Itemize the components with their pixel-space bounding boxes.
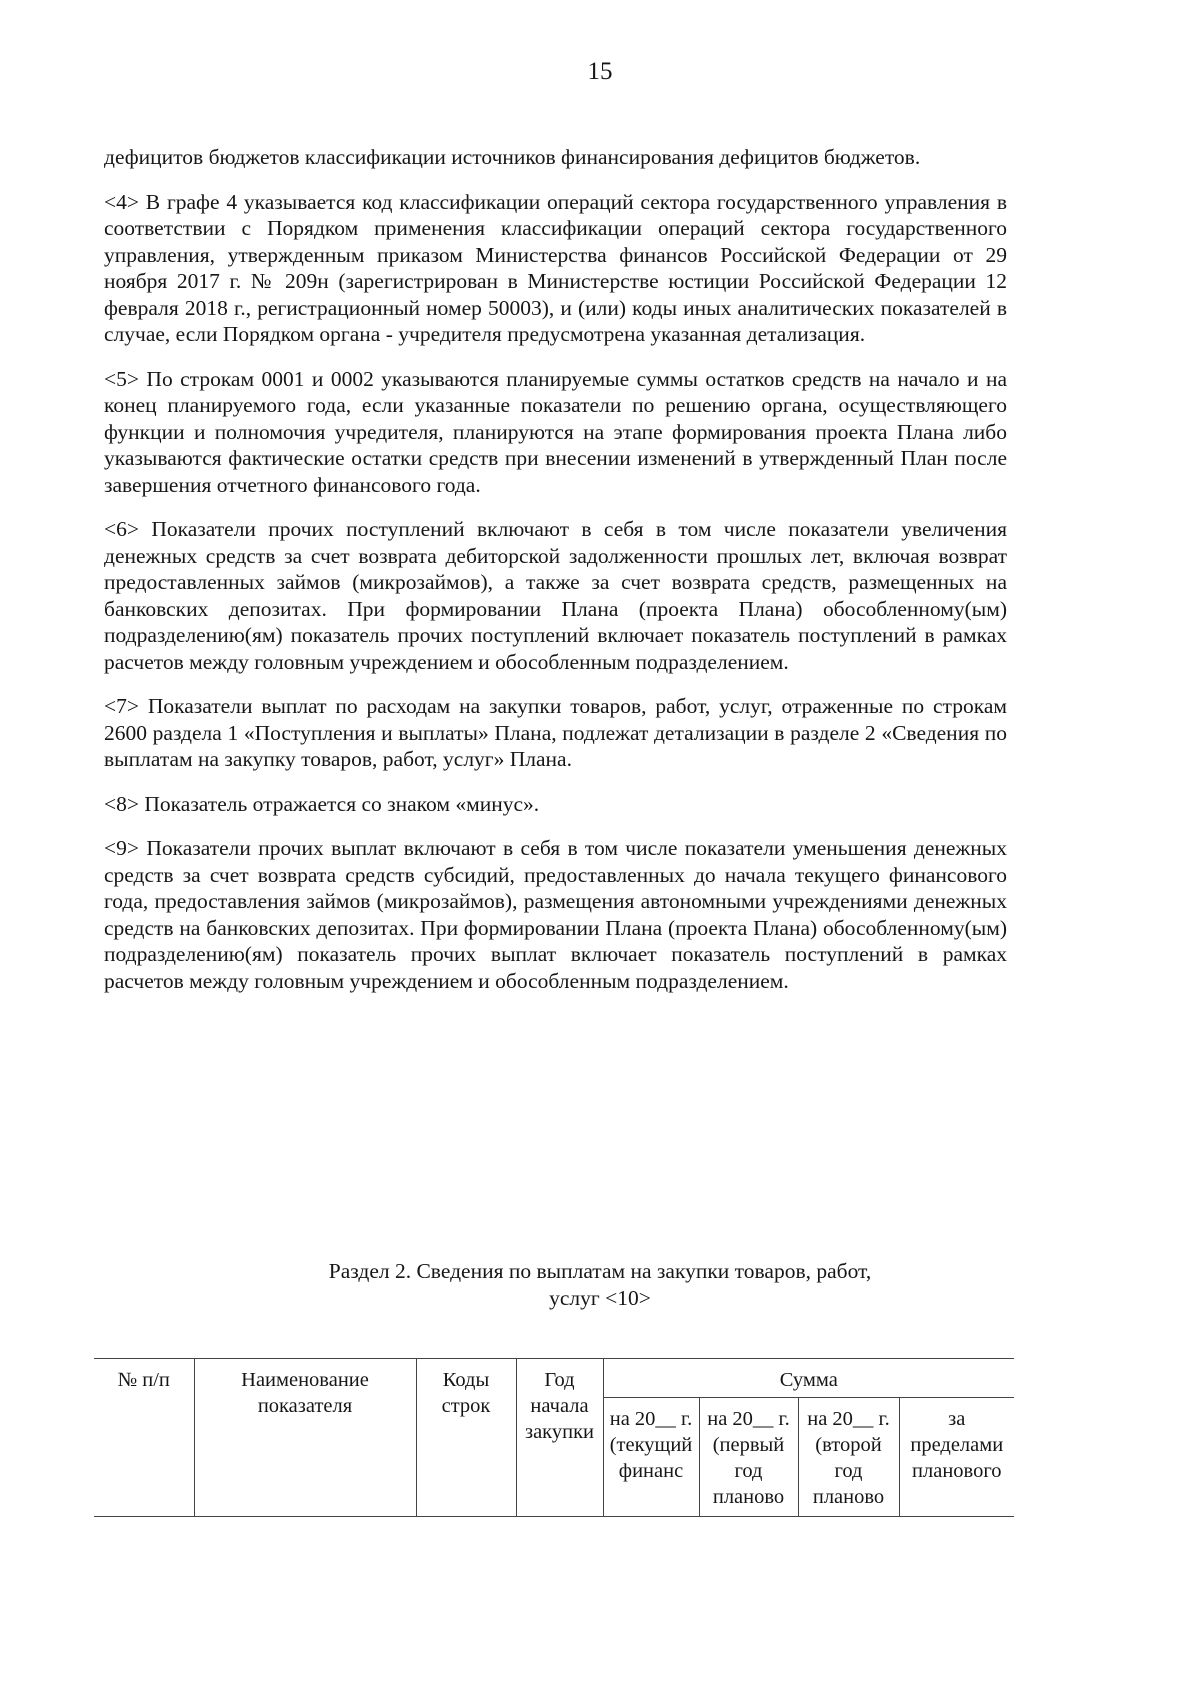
header-second-plan-year: на 20__ г. (второй год планово xyxy=(798,1398,899,1517)
table-bottom-edge-cell xyxy=(516,1516,603,1517)
footnote-4: <4> В графе 4 указывается код классификации операций сектора государственного управления в соответствии с Порядком применения классификации операций сектора государственного управления, утвержденным приказом Министерства финансов Российской Федерации от 29 ноября 2017 г. № 209н (зарегистрирован в Министерстве юстиции Российской Федерации 12 февраля 2018 г., регистрационный номер 50003), и (или) коды иных аналитических показателей в случае, если Порядком органа - учредителя предусмотрена указанная детализация. xyxy=(104,189,1007,346)
header-line-codes: Коды строк xyxy=(416,1359,516,1517)
table-bottom-edge xyxy=(94,1516,194,1517)
footnote-7: <7> Показатели выплат по расходам на закупки товаров, работ, услуг, отраженные по строкам 2600 раздела 1 «Поступления и выплаты» Плана, подлежат детализации в разделе 2 «Сведения по выплатам на закупку товаров, работ, услуг» Плана. xyxy=(104,694,1007,771)
table-bottom-edge-cell xyxy=(603,1516,699,1517)
footnote-6: <6> Показатели прочих поступлений включают в себя в том числе показатели увеличения денежных средств за счет возврата дебиторской задолженности прошлых лет, включая возврат предоставленных займов (микрозаймов), а также за счет возврата средств, размещенных на банковских депозитах. При формировании Плана (проекта Плана) обособленному(ым) подразделению(ям) показатель прочих поступлений включает показатель поступлений в рамках расчетов между головным учреждением и обособленным подразделением. xyxy=(104,517,1007,674)
header-sum: Сумма xyxy=(603,1359,1014,1398)
paragraph-continuation: дефицитов бюджетов классификации источников финансирования дефицитов бюджетов. xyxy=(104,145,921,169)
section-2-heading xyxy=(0,1258,1200,1312)
header-purchase-start-year: Год начала закупки xyxy=(516,1359,603,1517)
header-first-plan-year: на 20__ г. (первый год планово xyxy=(699,1398,798,1517)
header-indicator-name: Наименование показателя xyxy=(194,1359,416,1517)
section-heading-line-1: Раздел 2. Сведения по выплатам на закупки товаров, работ, xyxy=(328,1259,872,1283)
table-bottom-edge-cell xyxy=(699,1516,798,1517)
table-bottom-edge-cell xyxy=(899,1516,1014,1517)
footnote-9: <9> Показатели прочих выплат включают в себя в том числе показатели уменьшения денежных средств за счет возврата средств субсидий, предоставленных до начала текущего финансового года, предоставления займов (микрозаймов), размещения автономными учреждениями денежных средств на банковских депозитах. При формировании Плана (проекта Плана) обособленному(ым) подразделению(ям) показатель прочих выплат включает показатель поступлений в рамках расчетов между головным учреждением и обособленным подразделением. xyxy=(104,836,1007,993)
header-row-number: № п/п xyxy=(94,1359,194,1517)
footnotes-body xyxy=(104,144,1007,1012)
table-bottom-edge-cell xyxy=(798,1516,899,1517)
footnote-8: <8> Показатель отражается со знаком «минус». xyxy=(104,791,540,816)
footnote-5: <5> По строкам 0001 и 0002 указываются планируемые суммы остатков средств на начало и на конец планируемого года, если указанные показатели по решению органа, осуществляющего функции и полномочия учредителя, планируются на этапе формирования проекта Плана либо указываются фактические остатки средств при внесении изменений в утвержденный План после завершения отчетного финансового года. xyxy=(104,366,1007,497)
page-number: 15 xyxy=(587,58,613,85)
purchases-table xyxy=(94,1358,1014,1517)
section-heading-line-2: услуг <10> xyxy=(549,1286,651,1310)
header-current-year: на 20__ г. (текущий финанс xyxy=(603,1398,699,1517)
table-bottom-edge-cell xyxy=(416,1516,516,1517)
table-bottom-edge-cell xyxy=(194,1516,416,1517)
header-beyond-plan: за пределами планового xyxy=(899,1398,1014,1517)
